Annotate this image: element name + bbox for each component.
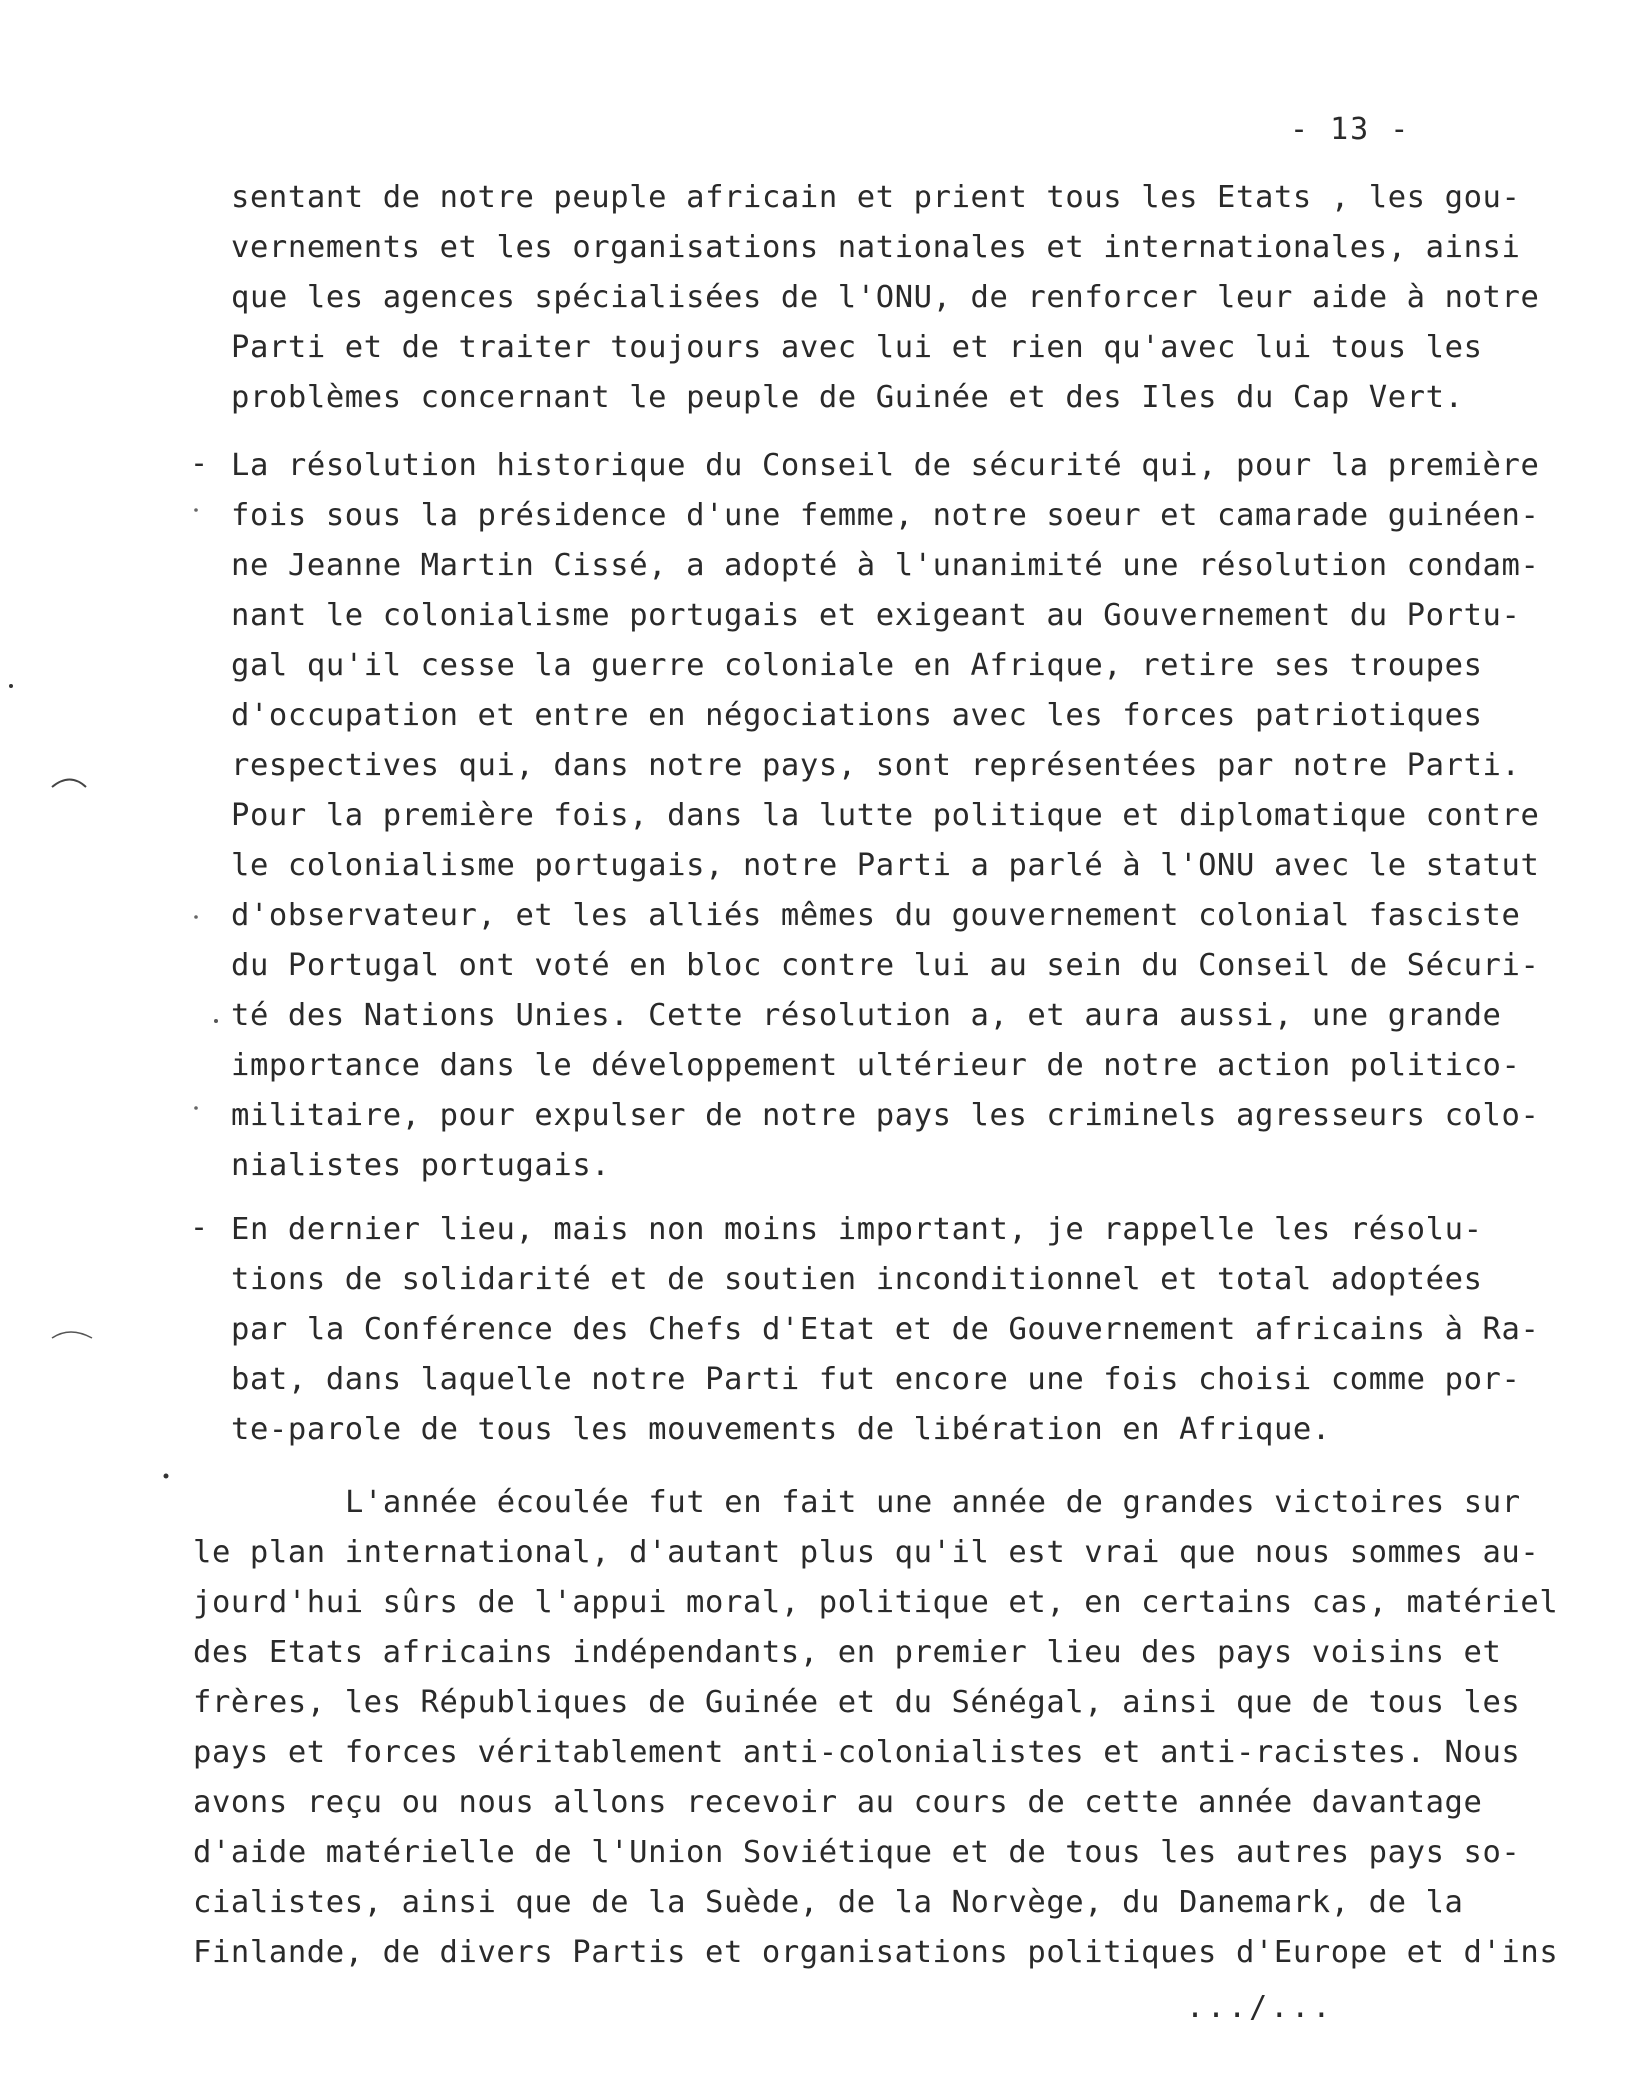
- scan-mark: [52, 1332, 92, 1338]
- text-line: que les agences spécialisées de l'ONU, de renforcer leur aide à notre: [231, 280, 1540, 315]
- text-line: bat, dans laquelle notre Parti fut encore une fois choisi comme por-: [231, 1362, 1521, 1397]
- text-line: tions de solidarité et de soutien inconditionnel et total adoptées: [231, 1262, 1483, 1297]
- scan-dot: [194, 915, 198, 919]
- text-line: respectives qui, dans notre pays, sont représentées par notre Parti.: [231, 748, 1521, 783]
- text-line: ne Jeanne Martin Cissé, a adopté à l'unanimité une résolution condam-: [231, 548, 1540, 583]
- text-line: le plan international, d'autant plus qu'il est vrai que nous sommes au-: [193, 1535, 1540, 1570]
- text-line: nant le colonialisme portugais et exigeant au Gouvernement du Portu-: [231, 598, 1521, 633]
- scan-dot: [9, 684, 13, 688]
- scan-dot: [164, 1474, 169, 1479]
- text-line: sentant de notre peuple africain et prient tous les Etats , les gou-: [231, 180, 1521, 215]
- scan-mark: [52, 780, 86, 788]
- text-line: le colonialisme portugais, notre Parti a parlé à l'ONU avec le statut: [231, 848, 1540, 883]
- text-line: fois sous la présidence d'une femme, notre soeur et camarade guinéen-: [231, 498, 1540, 533]
- text-line: vernements et les organisations nationales et internationales, ainsi: [231, 230, 1521, 265]
- continuation-mark: .../...: [1186, 1990, 1334, 2025]
- text-line: pays et forces véritablement anti-colonialistes et anti-racistes. Nous: [193, 1735, 1521, 1770]
- text-line: importance dans le développement ultérieur de notre action politico-: [231, 1048, 1521, 1083]
- text-line: du Portugal ont voté en bloc contre lui au sein du Conseil de Sécuri-: [231, 948, 1540, 983]
- text-line: militaire, pour expulser de notre pays les criminels agresseurs colo-: [231, 1098, 1540, 1133]
- text-line: problèmes concernant le peuple de Guinée et des Iles du Cap Vert.: [231, 380, 1464, 415]
- text-line: cialistes, ainsi que de la Suède, de la Norvège, du Danemark, de la: [193, 1885, 1464, 1920]
- text-line: Finlande, de divers Partis et organisations politiques d'Europe et d'ins: [193, 1935, 1559, 1970]
- scan-dot: [214, 1019, 218, 1023]
- text-line: L'année écoulée fut en fait une année de grandes victoires sur: [345, 1485, 1521, 1520]
- scan-dot: [194, 1106, 198, 1110]
- text-line: te-parole de tous les mouvements de libération en Afrique.: [231, 1412, 1331, 1447]
- text-line: frères, les Républiques de Guinée et du Sénégal, ainsi que de tous les: [193, 1685, 1521, 1720]
- bullet-dash: -: [190, 1210, 209, 1245]
- page-number: - 13 -: [1290, 112, 1411, 147]
- text-line: jourd'hui sûrs de l'appui moral, politique et, en certains cas, matériel: [193, 1585, 1559, 1620]
- text-line: gal qu'il cesse la guerre coloniale en Afrique, retire ses troupes: [231, 648, 1483, 683]
- text-line: par la Conférence des Chefs d'Etat et de Gouvernement africains à Ra-: [231, 1312, 1540, 1347]
- text-line: nialistes portugais.: [231, 1148, 611, 1183]
- text-line: Pour la première fois, dans la lutte politique et diplomatique contre: [231, 798, 1540, 833]
- text-line: Parti et de traiter toujours avec lui et rien qu'avec lui tous les: [231, 330, 1483, 365]
- scan-dot: [194, 508, 198, 512]
- text-line: En dernier lieu, mais non moins important, je rappelle les résolu-: [231, 1212, 1483, 1247]
- text-line: des Etats africains indépendants, en premier lieu des pays voisins et: [193, 1635, 1502, 1670]
- text-line: té des Nations Unies. Cette résolution a, et aura aussi, une grande: [231, 998, 1502, 1033]
- text-line: d'occupation et entre en négociations avec les forces patriotiques: [231, 698, 1483, 733]
- text-line: d'observateur, et les alliés mêmes du gouvernement colonial fasciste: [231, 898, 1521, 933]
- text-line: d'aide matérielle de l'Union Soviétique et de tous les autres pays so-: [193, 1835, 1521, 1870]
- bullet-dash: -: [190, 446, 209, 481]
- text-line: La résolution historique du Conseil de sécurité qui, pour la première: [231, 448, 1540, 483]
- text-line: avons reçu ou nous allons recevoir au cours de cette année davantage: [193, 1785, 1483, 1820]
